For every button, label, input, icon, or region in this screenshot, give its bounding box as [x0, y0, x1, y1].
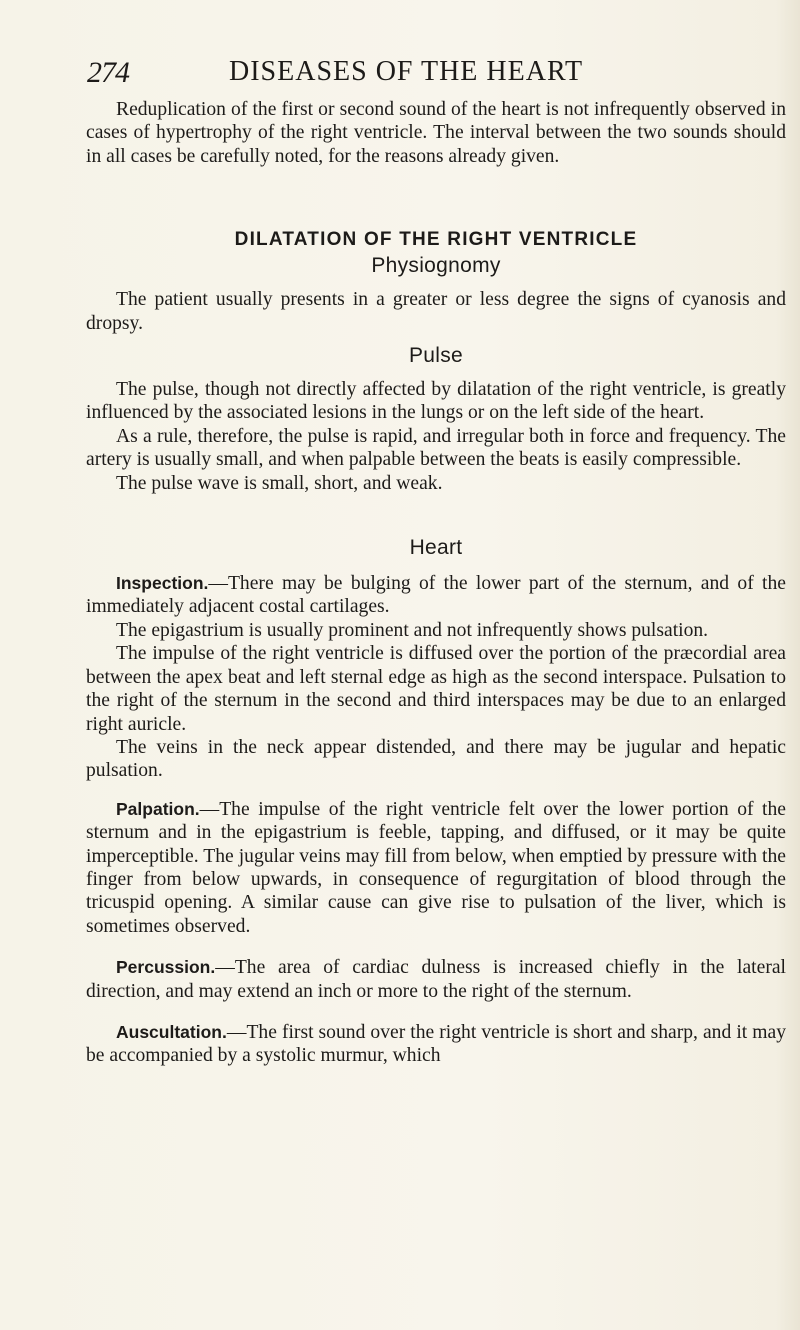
- pulse-paragraph-2: As a rule, therefore, the pulse is rapid, and irregular both in force and frequency. The artery is usually small, and when palpable between the beats is easily compressible.: [86, 425, 786, 471]
- inspection-paragraph-4: The veins in the neck appear distended, and there may be jugular and hepatic pulsation.: [86, 736, 786, 782]
- inspection-paragraph-2: The epigastrium is usually prominent and not infrequently shows pulsation.: [116, 619, 709, 641]
- palpation-text: —The impulse of the right ventricle felt over the lower portion of the sternum and in the epigastrium is feeble, tapping, and diffused, or it may be quite imperceptible. The jugular veins may fill from below, when emptied by pressure with the finger from below upwards, in consequence of regurgitation of blood through the tricuspid opening. A similar cause can give rise to pulsation of the liver, which is sometimes observed.: [86, 798, 786, 937]
- palpation-paragraph: [86, 798, 786, 938]
- percussion-paragraph: [86, 956, 786, 1003]
- auscultation-paragraph: [86, 1021, 786, 1068]
- inspection-text: —There may be bulging of the lower part of the sternum, and of the immediately adjacent costal cartilages.: [86, 573, 786, 618]
- inspection-label: Inspection.: [116, 573, 209, 594]
- physiognomy-paragraph: The patient usually presents in a greater or less degree the signs of cyanosis and dropsy.: [86, 289, 786, 334]
- percussion-text: —The area of cardiac dulness is increased chiefly in the lateral direction, and may extend an inch or more to the right of the sternum.: [86, 957, 786, 1002]
- body-text: [86, 98, 786, 1068]
- running-head: [87, 56, 787, 96]
- auscultation-text: —The first sound over the right ventricle is short and sharp, and it may be accompanied by a systolic murmur, which: [86, 1021, 786, 1067]
- palpation-label: Palpation.: [116, 798, 200, 819]
- subheading-pulse: Pulse: [408, 344, 464, 368]
- intro-paragraph: Reduplication of the first or second sound of the heart is not infrequently observed in cases of hypertrophy of the right ventricle. The interval between the two sounds should in all cases be carefully noted, for the reasons already given.: [86, 99, 786, 167]
- inspection-paragraph-3: The impulse of the right ventricle is diffused over the portion of the præcordial area between the apex beat and left sternal edge as high as the second interspace. Pulsation to the right of the sternum in the second and third interspaces may be due to an enlarged right auricle.: [86, 643, 786, 735]
- inspection-paragraph-1: [86, 572, 786, 619]
- page-number: 274: [87, 56, 129, 89]
- pulse-paragraph-3: The pulse wave is small, short, and weak.: [116, 472, 443, 494]
- auscultation-label: Auscultation.: [116, 1021, 227, 1042]
- subheading-heart: Heart: [409, 536, 463, 560]
- pulse-paragraph-1: The pulse, though not directly affected by dilatation of the right ventricle, is greatly influenced by the associated lesions in the lungs or on the left side of the heart.: [86, 379, 786, 424]
- subheading-physiognomy: Physiognomy: [371, 254, 501, 278]
- percussion-label: Percussion.: [116, 957, 216, 978]
- running-title: DISEASES OF THE HEART: [229, 56, 584, 87]
- section-title: DILATATION OF THE RIGHT VENTRICLE: [234, 229, 638, 251]
